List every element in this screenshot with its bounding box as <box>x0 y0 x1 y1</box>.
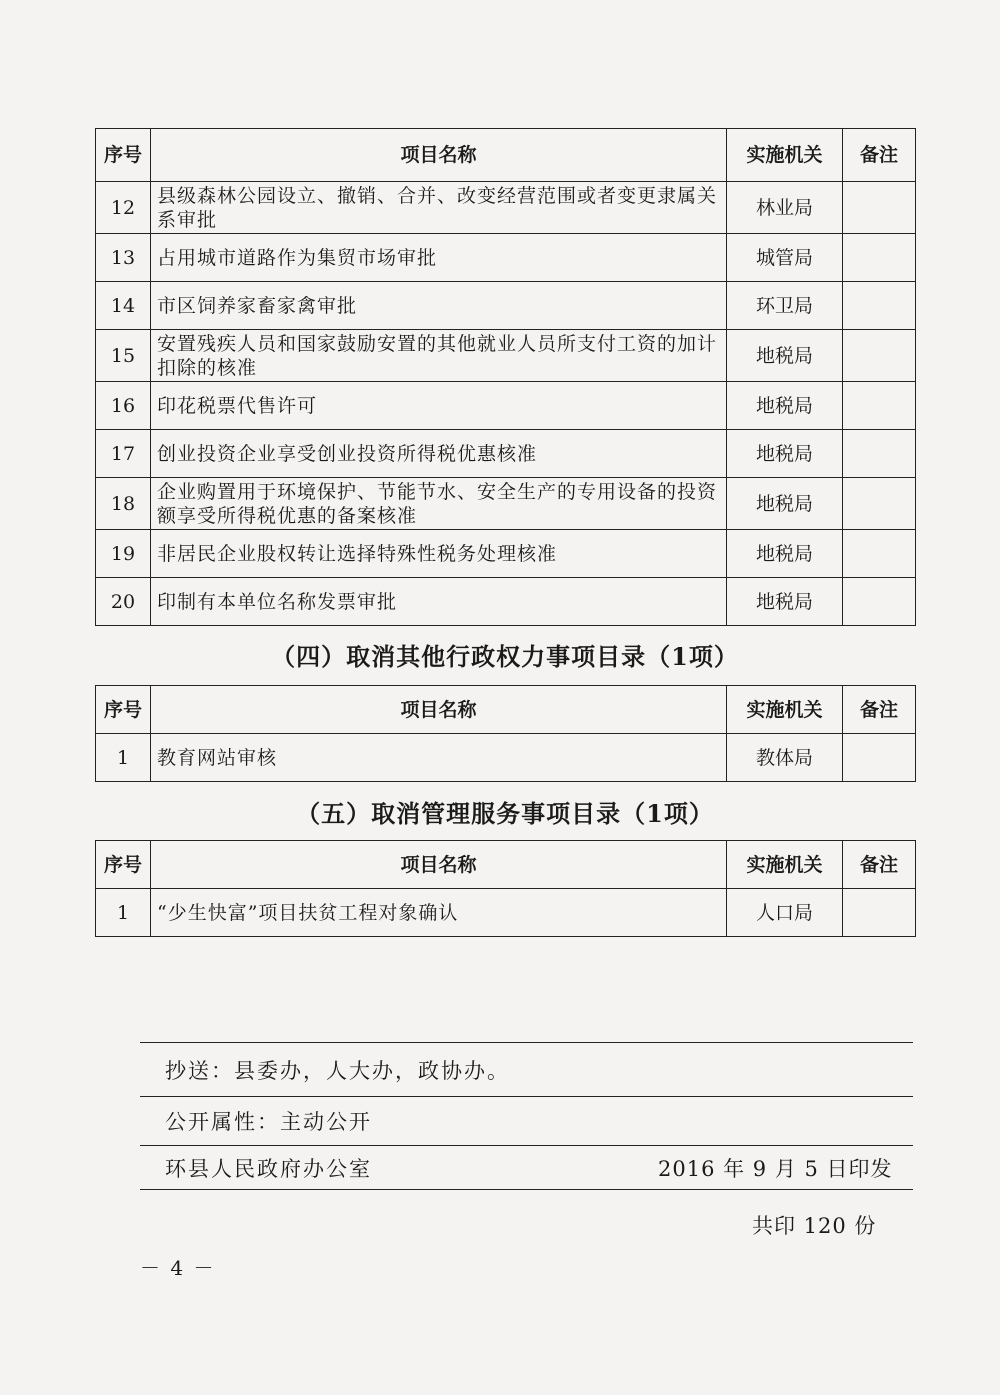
header-name: 项目名称 <box>151 129 727 182</box>
header-note: 备注 <box>843 841 916 889</box>
row-index: 12 <box>96 182 151 234</box>
header-note: 备注 <box>843 129 916 182</box>
row-name: “少生快富”项目扶贫工程对象确认 <box>151 889 727 937</box>
footer-rule <box>140 1145 913 1146</box>
row-name: 教育网站审核 <box>151 734 727 782</box>
footer-rule-top <box>140 1042 913 1043</box>
row-note <box>843 734 916 782</box>
header-agency: 实施机关 <box>727 686 843 734</box>
section-4-title: （四）取消其他行政权力事项目录（1项） <box>271 642 739 671</box>
table-row <box>96 889 916 937</box>
table-row <box>96 578 916 626</box>
catalog-table-main <box>95 128 916 626</box>
row-agency: 教体局 <box>727 734 843 782</box>
header-agency: 实施机关 <box>727 129 843 182</box>
header-index: 序号 <box>96 686 151 734</box>
section-5-title: （五）取消管理服务事项目录（1项） <box>296 799 714 828</box>
row-note <box>843 282 916 330</box>
table-row <box>96 330 916 382</box>
row-agency: 城管局 <box>727 234 843 282</box>
table-header-row <box>96 129 916 182</box>
row-agency: 地税局 <box>727 578 843 626</box>
footer-rule <box>140 1096 913 1097</box>
row-note <box>843 330 916 382</box>
cc-line: 抄送：县委办，人大办，政协办。 <box>165 1059 510 1083</box>
header-name: 项目名称 <box>151 686 727 734</box>
table-header-row <box>96 686 916 734</box>
row-index: 20 <box>96 578 151 626</box>
header-note: 备注 <box>843 686 916 734</box>
row-agency: 地税局 <box>727 478 843 530</box>
issue-date: 2016 年 9 月 5 日印发 <box>658 1157 893 1181</box>
row-index: 1 <box>96 889 151 937</box>
row-note <box>843 382 916 430</box>
table-row <box>96 182 916 234</box>
row-agency: 地税局 <box>727 382 843 430</box>
row-name: 创业投资企业享受创业投资所得税优惠核准 <box>151 430 727 478</box>
row-name: 印制有本单位名称发票审批 <box>151 578 727 626</box>
catalog-table-section-5 <box>95 840 916 937</box>
header-name: 项目名称 <box>151 841 727 889</box>
row-index: 17 <box>96 430 151 478</box>
copies-line: 共印 120 份 <box>752 1214 877 1238</box>
row-note <box>843 234 916 282</box>
table-row <box>96 430 916 478</box>
page-number: － 4 － <box>140 1256 216 1280</box>
disclosure-line: 公开属性：主动公开 <box>165 1110 372 1134</box>
table-header-row <box>96 841 916 889</box>
row-note <box>843 578 916 626</box>
issuer-line: 环县人民政府办公室 <box>165 1157 372 1181</box>
table-row <box>96 734 916 782</box>
table-row <box>96 530 916 578</box>
table-row <box>96 282 916 330</box>
row-name: 市区饲养家畜家禽审批 <box>151 282 727 330</box>
row-agency: 人口局 <box>727 889 843 937</box>
row-name: 县级森林公园设立、撤销、合并、改变经营范围或者变更隶属关系审批 <box>151 182 727 234</box>
row-index: 19 <box>96 530 151 578</box>
row-agency: 地税局 <box>727 330 843 382</box>
row-note <box>843 889 916 937</box>
row-note <box>843 430 916 478</box>
row-note <box>843 530 916 578</box>
row-agency: 林业局 <box>727 182 843 234</box>
row-name: 企业购置用于环境保护、节能节水、安全生产的专用设备的投资额享受所得税优惠的备案核准 <box>151 478 727 530</box>
row-index: 16 <box>96 382 151 430</box>
table-row <box>96 382 916 430</box>
row-index: 1 <box>96 734 151 782</box>
row-agency: 地税局 <box>727 430 843 478</box>
catalog-table-section-4 <box>95 685 916 782</box>
row-agency: 环卫局 <box>727 282 843 330</box>
table-row <box>96 234 916 282</box>
row-note <box>843 182 916 234</box>
row-name: 非居民企业股权转让选择特殊性税务处理核准 <box>151 530 727 578</box>
row-note <box>843 478 916 530</box>
row-name: 占用城市道路作为集贸市场审批 <box>151 234 727 282</box>
footer-rule-bottom <box>140 1189 913 1190</box>
row-name: 印花税票代售许可 <box>151 382 727 430</box>
row-index: 14 <box>96 282 151 330</box>
header-agency: 实施机关 <box>727 841 843 889</box>
header-index: 序号 <box>96 129 151 182</box>
header-index: 序号 <box>96 841 151 889</box>
row-name: 安置残疾人员和国家鼓励安置的其他就业人员所支付工资的加计扣除的核准 <box>151 330 727 382</box>
row-index: 18 <box>96 478 151 530</box>
row-index: 15 <box>96 330 151 382</box>
row-index: 13 <box>96 234 151 282</box>
row-agency: 地税局 <box>727 530 843 578</box>
table-row <box>96 478 916 530</box>
